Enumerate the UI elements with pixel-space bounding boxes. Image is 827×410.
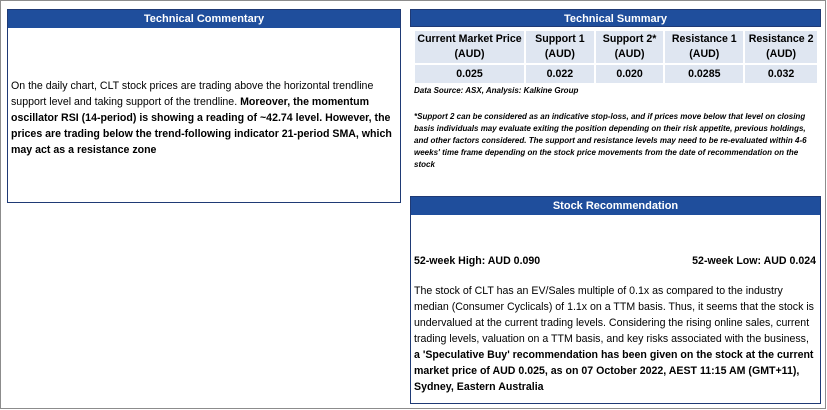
recommendation-text xyxy=(414,283,817,395)
stock-recommendation-title: Stock Recommendation xyxy=(411,197,820,215)
summary-value-cell: 0.022 xyxy=(525,64,595,84)
summary-header-cell: Current Market Price (AUD) xyxy=(414,30,525,64)
technical-summary-panel xyxy=(410,9,821,82)
recommendation-bold-text: a 'Speculative Buy' recommendation has been given on the stock at the current market price of AUD 0.025, as on 07 October 2022, AEST 11:15 AM (GMT+11), Sydney, Eastern Australia xyxy=(414,349,814,393)
commentary-plain-text: On the daily chart, CLT stock prices are trading above the horizontal trendline support level and taking support of the trendline. xyxy=(11,80,374,108)
stock-recommendation-panel xyxy=(410,196,821,404)
summary-header-cell: Resistance 2 (AUD) xyxy=(744,30,818,64)
week52-low: 52-week Low: AUD 0.024 xyxy=(692,255,816,267)
support-note: *Support 2 can be considered as an indicative stop-loss, and if prices move below that level on closing basis individuals may evaluate exiting the position depending on their risk appetite, previous holdings, and other factors considered. The support and resistance levels may need to be re-evaluated within 4-6 weeks' time frame depending on the stock price movements from the date of recommendation on the stock xyxy=(414,112,807,169)
summary-value-cell: 0.020 xyxy=(595,64,665,84)
commentary-bold-text: Moreover, the momentum oscillator RSI (14-period) is showing a reading of ~42.74 level. However, the prices are trading below the trend-following indicator 21-period SMA, which may act as a resistance zone xyxy=(11,96,392,156)
technical-summary-table xyxy=(413,29,819,85)
technical-commentary-title: Technical Commentary xyxy=(8,10,400,28)
summary-value-row xyxy=(414,64,818,84)
data-source-caption: Data Source: ASX, Analysis: Kalkine Group xyxy=(414,86,579,95)
summary-header-cell: Support 2* (AUD) xyxy=(595,30,665,64)
recommendation-plain-text: The stock of CLT has an EV/Sales multiple of 0.1x as compared to the industry median (Consumer Cyclicals) of 1.1x on a TTM basis. Thus, it seems that the stock is undervalued at the current trading levels. Considering the rising online sales, current trading levels, valuation on a TTM basis, and key risks associated with the business, xyxy=(414,285,814,345)
summary-header-row xyxy=(414,30,818,64)
technical-summary-title: Technical Summary xyxy=(410,9,821,27)
summary-value-cell: 0.032 xyxy=(744,64,818,84)
summary-header-cell: Support 1 (AUD) xyxy=(525,30,595,64)
technical-commentary-panel xyxy=(7,9,401,203)
summary-header-cell: Resistance 1 (AUD) xyxy=(664,30,744,64)
summary-value-cell: 0.0285 xyxy=(664,64,744,84)
technical-commentary-text xyxy=(11,78,399,158)
summary-value-cell: 0.025 xyxy=(414,64,525,84)
week52-high: 52-week High: AUD 0.090 xyxy=(414,255,541,267)
